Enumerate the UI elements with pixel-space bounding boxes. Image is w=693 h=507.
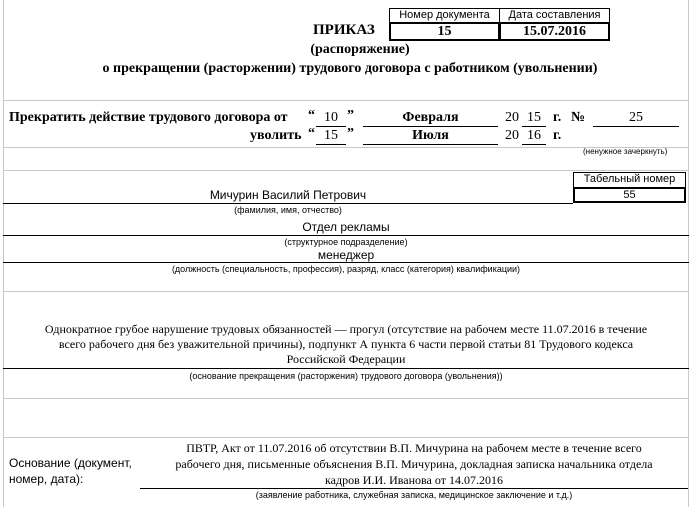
dismiss-day: 15 (324, 128, 338, 143)
strike-note: (ненужное зачеркнуть) (583, 147, 668, 156)
dismiss-month: Июля (412, 128, 449, 143)
grid-line (3, 170, 689, 171)
basis-line-1: ПВТР, Акт от 11.07.2016 об отсутствии В.П. Мичурина на рабочем месте в течение всего (186, 441, 642, 455)
underline (522, 144, 546, 145)
doc-number: 15 (437, 24, 452, 39)
position: менеджер (317, 248, 375, 262)
underline (3, 368, 689, 369)
terminate-label: Прекратить действие трудового договора от (9, 110, 288, 125)
underline (316, 144, 346, 145)
grid-line (3, 398, 689, 399)
page-subtitle: (распоряжение) (310, 42, 410, 57)
number-label: № (571, 110, 586, 125)
grounds-line-3: Российской Федерации (286, 352, 406, 366)
contract-month: Февраля (402, 110, 459, 125)
department-caption: (структурное подразделение) (284, 237, 408, 247)
year-abbr: г. (553, 128, 562, 143)
name-caption: (фамилия, имя, отчество) (234, 205, 342, 215)
tab-number: 55 (623, 189, 636, 201)
underline (593, 126, 679, 127)
close-quote: ” (347, 108, 354, 123)
grid-line (3, 100, 689, 101)
contract-number: 25 (629, 110, 643, 125)
underline (316, 126, 346, 127)
grid-line (3, 437, 689, 438)
doc-number-label: Номер документа (399, 9, 490, 21)
underline (140, 488, 688, 489)
dismiss-year-prefix: 20 (505, 128, 519, 143)
grounds-line-2: всего рабочего дня без уважительной причины), подпункт А пункта 6 части первой статьи 81 Трудового кодекса (58, 337, 634, 351)
basis-label-line-1: Основание (документ, (9, 456, 132, 470)
grid-line (3, 291, 689, 292)
underline (363, 144, 498, 145)
position-caption: (должность (специальность, профессия), разряд, класс (категория) квалификации) (171, 264, 521, 274)
page-heading: о прекращении (расторжении) трудового договора с работником (увольнении) (102, 61, 598, 76)
basis-line-2: рабочего дня, письменные объяснения В.П. Мичурина, докладная записка начальника отдела (175, 457, 653, 471)
dismiss-year-suffix: 16 (527, 128, 541, 143)
underline (3, 262, 689, 263)
basis-caption: (заявление работника, служебная записка, медицинское заключение и т.д.) (255, 490, 573, 500)
basis-label-line-2: номер, дата): (9, 472, 84, 486)
basis-line-3: кадров И.И. Иванова от 14.07.2016 (325, 473, 503, 487)
date-label: Дата составления (508, 9, 601, 21)
document-date: 15.07.2016 (523, 24, 586, 39)
underline (3, 235, 689, 236)
contract-year-suffix: 15 (527, 110, 541, 125)
grounds-caption: (основание прекращения (расторжения) трудового договора (увольнения)) (189, 371, 503, 381)
underline (522, 126, 546, 127)
grounds-line-1: Однократное грубое нарушение трудовых обязанностей — прогул (отсутствие на рабочем месте 11.07.2016 в течение (44, 322, 648, 336)
open-quote: “ (308, 126, 315, 141)
employee-name: Мичурин Василий Петрович (209, 188, 367, 202)
contract-day: 10 (324, 110, 338, 125)
underline (363, 126, 498, 127)
department: Отдел рекламы (302, 220, 390, 234)
underline (3, 203, 573, 204)
open-quote: “ (308, 108, 315, 123)
close-quote: ” (347, 126, 354, 141)
dismiss-label: уволить (250, 128, 302, 143)
tab-number-label: Табельный номер (583, 173, 676, 185)
page-title: ПРИКАЗ (313, 22, 375, 38)
year-abbr: г. (553, 110, 562, 125)
contract-year-prefix: 20 (505, 110, 519, 125)
